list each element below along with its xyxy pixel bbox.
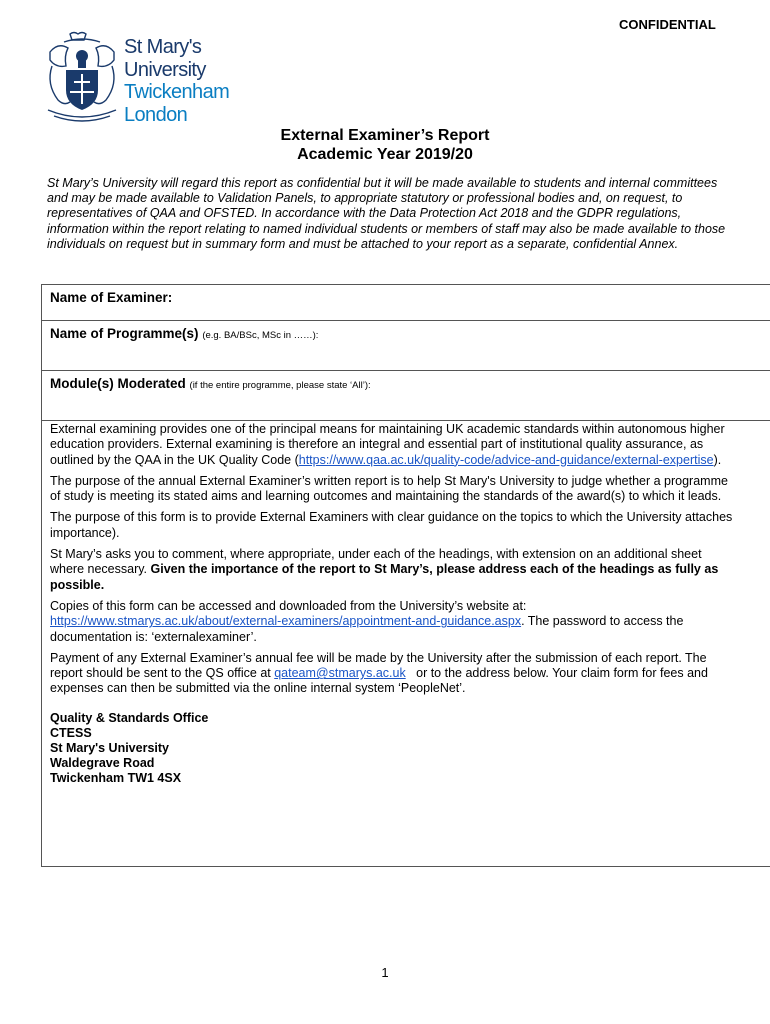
p1-text: External examining provides one of the principal means for maintaining UK academic standards within autonomous higher education providers. External examining is therefore an integral and essential part of institutional quality assurance, as outlined by the QAA in the UK Quality Code ( [50, 422, 725, 467]
examiner-name-field[interactable] [41, 284, 770, 321]
address-line-5: Twickenham TW1 4SX [50, 770, 182, 785]
logo-line-2: University [124, 58, 206, 81]
module-label-row [50, 376, 770, 391]
module-moderated-field[interactable] [41, 370, 770, 421]
guidance-text [42, 421, 736, 786]
module-label: Module(s) Moderated [50, 376, 186, 391]
address-line-2: CTESS [50, 725, 92, 740]
address-line-1: Quality & Standards Office [50, 710, 209, 725]
p4-text: St Mary’s asks you to comment, where appropriate, under each of the headings, with extension on an additional sheet where necessary. [50, 547, 702, 577]
logo-wordmark [124, 36, 229, 126]
guidance-section [41, 420, 770, 867]
university-logo [44, 30, 254, 126]
p4-bold: Given the importance of the report to St Mary’s, please address each of the headings as fully as possible. [50, 562, 719, 592]
p6-text: Payment of any External Examiner’s annual fee will be made by the University after the submission of each report. The report should be sent to the QS office at [50, 650, 707, 681]
guidance-paragraph-4 [50, 547, 736, 593]
confidential-label: CONFIDENTIAL [619, 17, 716, 32]
page-number: 1 [381, 965, 389, 980]
programme-hint: (e.g. BA/BSc, MSc in ……): [202, 330, 319, 341]
address-line-4: Waldegrave Road [50, 755, 155, 770]
programme-name-field[interactable] [41, 320, 770, 371]
qaa-quality-code-link[interactable]: https://www.qaa.ac.uk/quality-code/advice-and-guidance/external-expertise [298, 452, 714, 467]
p5-end: . The password to access the documentation is: ‘externalexaminer’. [50, 614, 684, 644]
p6-end: or to the address below. Your claim form for fees and expenses can then be submitted via the online internal system ‘PeopleNet’. [50, 666, 712, 696]
postal-address [50, 711, 736, 786]
crest-icon [44, 30, 120, 126]
page-title [0, 126, 770, 164]
p5-text: Copies of this form can be accessed and downloaded from the University’s website at: [50, 598, 527, 613]
guidance-paragraph-2: The purpose of the annual External Examiner’s written report is to help St Mary's University to judge whether a programme of study is meeting its stated aims and learning outcomes and maintaining the standards of the award(s) to which it leads. [50, 473, 728, 504]
intro-paragraph: St Mary’s University will regard this report as confidential but it will be made available to students and internal committees and may be made available to Validation Panels, to appropriate statutory or professional bodies and, on request, to representatives of QAA and OFSTED. In accordance with the Data Protection Act 2018 and the GDPR regulations, information within the report relating to named individual students or members of staff may also be made available to those individuals on request but in summary form and must be attached to your report as a separate, confidential Annex. [47, 176, 726, 251]
logo-line-1: St Mary's [124, 36, 202, 58]
guidance-paragraph-6 [50, 651, 736, 697]
logo-line-3: Twickenham [124, 81, 230, 103]
programme-label-row [50, 326, 770, 341]
title-line-1: External Examiner’s Report [280, 127, 490, 144]
module-hint: (if the entire programme, please state ‘All’): [189, 380, 371, 391]
p1-end: ). [713, 452, 722, 467]
guidance-paragraph-3: The purpose of this form is to provide External Examiners with clear guidance on the topics to which the University attaches importance). [50, 510, 733, 540]
guidance-paragraph-1 [50, 422, 736, 468]
examiner-name-label: Name of Examiner: [50, 290, 173, 305]
guidance-paragraph-5 [50, 599, 736, 645]
programme-label: Name of Programme(s) [50, 326, 199, 341]
address-line-3: St Mary's University [50, 740, 169, 755]
logo-line-4: London [124, 103, 188, 126]
external-examiners-link[interactable]: https://www.stmarys.ac.uk/about/external-examiners/appointment-and-guidance.aspx [50, 614, 522, 629]
qateam-email-link[interactable]: qateam@stmarys.ac.uk [274, 666, 406, 681]
title-line-2: Academic Year 2019/20 [297, 146, 473, 163]
